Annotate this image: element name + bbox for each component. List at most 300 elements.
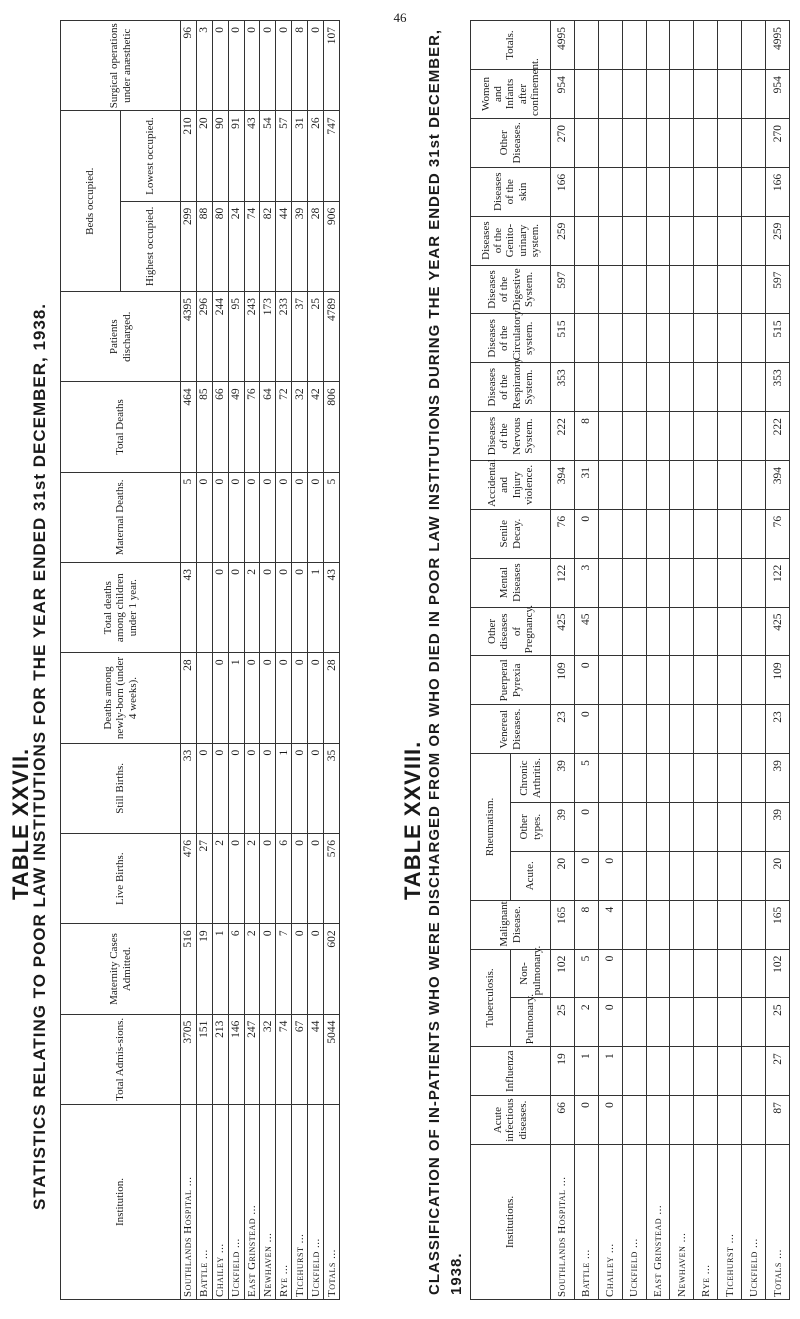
table-cell: 213: [212, 1014, 228, 1104]
table-cell: [694, 21, 718, 70]
table-cell: 151: [196, 1014, 212, 1104]
table-cell: 102: [551, 949, 575, 998]
table-cell: 82: [260, 201, 276, 291]
table-cell: 270: [551, 118, 575, 167]
table-cell: [598, 412, 622, 461]
header-maternal-deaths: Maternal Deaths.: [61, 472, 181, 562]
table-cell: 0: [260, 743, 276, 833]
table-cell: 0: [244, 743, 260, 833]
table-cell: 0: [260, 563, 276, 653]
table28-title-line1: CLASSIFICATION OF IN-PATIENTS WHO WERE DISCHARGED FROM OR WHO DIED IN POOR LAW INSTITUTIONS DURING THE YEAR ENDED 31st DECEMBER, 1938.: [426, 28, 465, 1295]
table-cell: 0: [598, 998, 622, 1047]
table-cell: [718, 949, 742, 998]
table-cell: [574, 363, 598, 412]
table-cell: [718, 900, 742, 949]
table-cell: 2: [244, 563, 260, 653]
table-cell: [694, 314, 718, 363]
table-cell: [622, 118, 646, 167]
table-cell: [670, 705, 694, 754]
table-cell: [598, 314, 622, 363]
header-rheum-other: Other types.: [511, 802, 551, 851]
table-cell: [622, 607, 646, 656]
table-cell: 80: [212, 201, 228, 291]
table-cell: 64: [260, 382, 276, 472]
table-cell: [742, 70, 766, 119]
table-cell: 0: [292, 834, 308, 924]
table-cell: 210: [181, 111, 197, 201]
table-cell: 4995: [766, 21, 790, 70]
table-cell: 45: [574, 607, 598, 656]
table-cell: [694, 754, 718, 803]
table-cell: [646, 509, 670, 558]
table-cell: [622, 754, 646, 803]
table-cell: 66: [551, 1096, 575, 1145]
table-cell: [598, 363, 622, 412]
table-cell: [694, 509, 718, 558]
table-cell: 247: [244, 1014, 260, 1104]
table27-title: STATISTICS RELATING TO POOR LAW INSTITUTIONS FOR THE YEAR ENDED 31st DECEMBER, 1938.: [30, 302, 49, 1210]
table-cell: [622, 900, 646, 949]
table-cell: 27: [196, 834, 212, 924]
institution-name: Totals ...: [324, 1105, 340, 1300]
table-cell: [694, 851, 718, 900]
table-cell: 602: [324, 924, 340, 1014]
table-cell: [718, 705, 742, 754]
table-cell: 28: [324, 653, 340, 743]
table-row: [308, 21, 324, 1300]
table-cell: 43: [324, 563, 340, 653]
table-cell: 166: [551, 167, 575, 216]
table-row: [694, 21, 718, 1300]
table-cell: [670, 558, 694, 607]
table-cell: 76: [551, 509, 575, 558]
table-cell: 26: [308, 111, 324, 201]
institution-name: Chailey ...: [212, 1105, 228, 1300]
header-venereal: Venereal Diseases.: [471, 705, 551, 754]
table-cell: 0: [598, 949, 622, 998]
table-cell: 32: [260, 1014, 276, 1104]
table28-label: TABLE XXVIII.: [400, 740, 425, 900]
table-cell: 0: [292, 653, 308, 743]
table-cell: [598, 21, 622, 70]
table-cell: [646, 118, 670, 167]
table-cell: 0: [598, 1096, 622, 1145]
table-row: [260, 21, 276, 1300]
header-genito: Diseases of the Genito-urinary system.: [471, 216, 551, 265]
institution-name: Southlands Hospital ...: [551, 1145, 575, 1300]
table-cell: 146: [228, 1014, 244, 1104]
table-cell: [646, 460, 670, 509]
table-cell: 39: [551, 754, 575, 803]
table-cell: [622, 314, 646, 363]
institution-name: Uckfield ...: [228, 1105, 244, 1300]
table-row: [228, 21, 244, 1300]
table-cell: 0: [212, 653, 228, 743]
table-cell: 1: [228, 653, 244, 743]
table-cell: 25: [551, 998, 575, 1047]
header-circulatory: Diseases of the Circulatory system.: [471, 314, 551, 363]
table-cell: 8: [574, 412, 598, 461]
table-cell: 0: [196, 743, 212, 833]
table-cell: [718, 118, 742, 167]
table-cell: [694, 656, 718, 705]
table-cell: [622, 949, 646, 998]
table-cell: [742, 21, 766, 70]
table-cell: [622, 460, 646, 509]
table-cell: [742, 754, 766, 803]
table-cell: [574, 265, 598, 314]
header-deaths-children: Total deaths among children under 1 year.: [61, 563, 181, 653]
header-senile: Senile Decay.: [471, 509, 551, 558]
table-cell: [646, 216, 670, 265]
table-cell: [646, 558, 670, 607]
table-cell: 2: [574, 998, 598, 1047]
institution-name: Rye ...: [276, 1105, 292, 1300]
header-accidental: Accidental and Injury violence.: [471, 460, 551, 509]
table-cell: 954: [551, 70, 575, 119]
table-cell: 222: [766, 412, 790, 461]
table-cell: 33: [181, 743, 197, 833]
table-cell: [622, 998, 646, 1047]
header-other-diseases: Other Diseases.: [471, 118, 551, 167]
table-row: [598, 21, 622, 1300]
table-cell: [646, 705, 670, 754]
table-cell: 0: [260, 924, 276, 1014]
table-cell: 425: [551, 607, 575, 656]
table-cell: [622, 558, 646, 607]
table-cell: [670, 167, 694, 216]
table-cell: [646, 1096, 670, 1145]
table-cell: [742, 509, 766, 558]
table-cell: 0: [260, 653, 276, 743]
table-cell: [622, 509, 646, 558]
table-row: [646, 21, 670, 1300]
table-cell: [718, 314, 742, 363]
table-cell: 0: [212, 563, 228, 653]
table-cell: 3: [574, 558, 598, 607]
table-cell: [622, 216, 646, 265]
table-cell: 0: [228, 563, 244, 653]
table-cell: [718, 70, 742, 119]
table-cell: [718, 21, 742, 70]
table-cell: 0: [276, 653, 292, 743]
table-cell: 8: [292, 21, 308, 111]
table-cell: 28: [308, 201, 324, 291]
table-cell: 24: [228, 201, 244, 291]
table-cell: 49: [228, 382, 244, 472]
table-cell: [622, 656, 646, 705]
table-cell: [646, 314, 670, 363]
table-cell: 173: [260, 292, 276, 382]
table-cell: 0: [260, 21, 276, 111]
table-cell: 165: [551, 900, 575, 949]
table-cell: [742, 607, 766, 656]
table-cell: 0: [244, 472, 260, 562]
table-cell: [694, 900, 718, 949]
table-cell: [670, 656, 694, 705]
table-cell: 270: [766, 118, 790, 167]
header-institution: Institution.: [61, 1105, 181, 1300]
header-rheum-chronic: Chronic Arthritis.: [511, 754, 551, 803]
table-cell: [646, 802, 670, 851]
table-cell: [670, 216, 694, 265]
table-cell: 54: [260, 111, 276, 201]
institution-name: Rye ...: [694, 1145, 718, 1300]
table-cell: [598, 265, 622, 314]
header-live-births: Live Births.: [61, 834, 181, 924]
table-cell: 91: [228, 111, 244, 201]
table-cell: 76: [244, 382, 260, 472]
table-cell: [742, 265, 766, 314]
table-cell: [670, 607, 694, 656]
table-cell: 31: [292, 111, 308, 201]
table-cell: 597: [766, 265, 790, 314]
table-cell: 0: [574, 802, 598, 851]
header-beds-lowest: Lowest occupied.: [121, 111, 181, 201]
table-cell: 0: [276, 472, 292, 562]
table-cell: 0: [308, 743, 324, 833]
table-cell: [718, 851, 742, 900]
table-cell: 0: [212, 21, 228, 111]
table-cell: 109: [766, 656, 790, 705]
table-cell: [196, 563, 212, 653]
header-malignant: Malignant Disease.: [471, 900, 551, 949]
table-cell: [742, 705, 766, 754]
header-tb-non-pulmonary: Non-pulmonary.: [511, 949, 551, 998]
table-cell: [694, 802, 718, 851]
table-cell: [742, 1047, 766, 1096]
table-cell: 5: [181, 472, 197, 562]
table-cell: 0: [598, 851, 622, 900]
table27-label: TABLE XXVII.: [8, 747, 33, 900]
table-row: [551, 21, 575, 1300]
table-cell: [622, 265, 646, 314]
table-cell: [646, 900, 670, 949]
table-cell: [742, 656, 766, 705]
table-row: [212, 21, 228, 1300]
table-cell: 5: [324, 472, 340, 562]
table-cell: 44: [276, 201, 292, 291]
table-cell: 1: [212, 924, 228, 1014]
table-cell: 1: [598, 1047, 622, 1096]
table28-block: [470, 20, 790, 1300]
table-cell: 0: [292, 563, 308, 653]
table-cell: 954: [766, 70, 790, 119]
table-cell: 39: [551, 802, 575, 851]
table-cell: [670, 314, 694, 363]
table-cell: 0: [228, 472, 244, 562]
table-cell: 0: [574, 509, 598, 558]
table-cell: [670, 21, 694, 70]
table-cell: [742, 802, 766, 851]
table-cell: [598, 656, 622, 705]
table-cell: 166: [766, 167, 790, 216]
table-row: [622, 21, 646, 1300]
table-cell: 37: [292, 292, 308, 382]
table-cell: 515: [766, 314, 790, 363]
table-cell: [622, 363, 646, 412]
table-cell: 107: [324, 21, 340, 111]
table-cell: 222: [551, 412, 575, 461]
header-total-deaths: Total Deaths: [61, 382, 181, 472]
table-cell: 0: [308, 21, 324, 111]
table-cell: 747: [324, 111, 340, 201]
table-cell: 259: [551, 216, 575, 265]
table-cell: 43: [244, 111, 260, 201]
table-cell: [646, 949, 670, 998]
header-institutions: Institutions.: [471, 1145, 551, 1300]
table-cell: [718, 1047, 742, 1096]
table-cell: [694, 265, 718, 314]
table-cell: [694, 949, 718, 998]
table-cell: 0: [212, 472, 228, 562]
table-cell: [718, 802, 742, 851]
table-cell: 0: [308, 834, 324, 924]
table-cell: 31: [574, 460, 598, 509]
header-still-births: Still Births.: [61, 743, 181, 833]
table-cell: [742, 216, 766, 265]
header-rheum-acute: Acute.: [511, 851, 551, 900]
table-cell: 3705: [181, 1014, 197, 1104]
table-cell: 5: [574, 754, 598, 803]
table-cell: 4789: [324, 292, 340, 382]
table-cell: [694, 363, 718, 412]
table-cell: 27: [766, 1047, 790, 1096]
table-cell: [574, 21, 598, 70]
table-cell: [670, 363, 694, 412]
table-cell: 353: [551, 363, 575, 412]
table-cell: 0: [574, 851, 598, 900]
header-total-admissions: Total Admis-sions.: [61, 1014, 181, 1104]
header-tb-pulmonary: Pulmonary.: [511, 998, 551, 1047]
institution-name: East Grinstead ...: [244, 1105, 260, 1300]
table-row: [244, 21, 260, 1300]
table-cell: [742, 118, 766, 167]
table-cell: 2: [244, 834, 260, 924]
table-cell: 32: [292, 382, 308, 472]
institution-name: Chailey ...: [598, 1145, 622, 1300]
table-cell: [742, 1096, 766, 1145]
table-cell: 39: [766, 802, 790, 851]
table-cell: [742, 460, 766, 509]
table-cell: 88: [196, 201, 212, 291]
table-cell: 44: [308, 1014, 324, 1104]
institution-name: Battle ...: [196, 1105, 212, 1300]
table-cell: [670, 802, 694, 851]
table-cell: 906: [324, 201, 340, 291]
table-cell: [670, 265, 694, 314]
table-cell: [574, 70, 598, 119]
table-cell: [718, 363, 742, 412]
table-cell: 2: [212, 834, 228, 924]
table27: [60, 20, 340, 1300]
table-cell: [694, 998, 718, 1047]
table-row: [276, 21, 292, 1300]
table-cell: [718, 509, 742, 558]
table-cell: [718, 656, 742, 705]
table-cell: [742, 998, 766, 1047]
header-respiratory: Diseases of the Respiratory System.: [471, 363, 551, 412]
table-cell: 0: [574, 656, 598, 705]
header-digestive: Diseases of the Digestive System.: [471, 265, 551, 314]
table-cell: 0: [260, 472, 276, 562]
table-cell: 0: [574, 705, 598, 754]
table-cell: [598, 216, 622, 265]
table-cell: [694, 167, 718, 216]
table-cell: 425: [766, 607, 790, 656]
table-cell: 122: [551, 558, 575, 607]
table-cell: 5: [574, 949, 598, 998]
table-cell: [598, 802, 622, 851]
table-cell: [646, 1047, 670, 1096]
table-cell: 6: [276, 834, 292, 924]
header-maternity: Maternity Cases Admitted.: [61, 924, 181, 1014]
table-cell: [694, 558, 718, 607]
table-cell: [670, 460, 694, 509]
table-cell: 0: [244, 653, 260, 743]
table-cell: 35: [324, 743, 340, 833]
table-cell: 39: [766, 754, 790, 803]
table-row: [574, 21, 598, 1300]
table-cell: 2: [244, 924, 260, 1014]
table-cell: [694, 1096, 718, 1145]
table-cell: [718, 998, 742, 1047]
table-cell: 109: [551, 656, 575, 705]
table-cell: [718, 460, 742, 509]
header-discharged: Patients discharged.: [61, 292, 181, 382]
table-cell: 165: [766, 900, 790, 949]
table-cell: 102: [766, 949, 790, 998]
table27-block: [60, 20, 340, 1300]
table-cell: 20: [196, 111, 212, 201]
table-cell: [646, 851, 670, 900]
table-cell: 0: [308, 653, 324, 743]
table-cell: [670, 998, 694, 1047]
table-cell: [694, 70, 718, 119]
table-row: [292, 21, 308, 1300]
table-cell: [694, 607, 718, 656]
table-cell: 25: [308, 292, 324, 382]
table-cell: 0: [228, 743, 244, 833]
table-cell: 74: [276, 1014, 292, 1104]
table-cell: [622, 1096, 646, 1145]
table-cell: [718, 558, 742, 607]
table-cell: [646, 998, 670, 1047]
table-cell: 95: [228, 292, 244, 382]
table-cell: [598, 705, 622, 754]
institution-name: Southlands Hospital ...: [181, 1105, 197, 1300]
table-cell: [598, 754, 622, 803]
table-cell: 74: [244, 201, 260, 291]
table-cell: [742, 363, 766, 412]
header-other-pregnancy: Other diseases of Pregnancy.: [471, 607, 551, 656]
table-cell: 39: [292, 201, 308, 291]
table-cell: [646, 265, 670, 314]
table-cell: 597: [551, 265, 575, 314]
table-cell: 0: [276, 563, 292, 653]
table-row: [196, 21, 212, 1300]
header-totals: Totals.: [471, 21, 551, 70]
table-cell: [670, 1047, 694, 1096]
table-cell: 0: [292, 743, 308, 833]
table-cell: [670, 851, 694, 900]
header-tb-group: Tuberculosis.: [471, 949, 511, 1047]
table-cell: [646, 656, 670, 705]
institution-name: Uckfield ...: [622, 1145, 646, 1300]
table-cell: [622, 412, 646, 461]
table-cell: [622, 21, 646, 70]
table-cell: [718, 1096, 742, 1145]
